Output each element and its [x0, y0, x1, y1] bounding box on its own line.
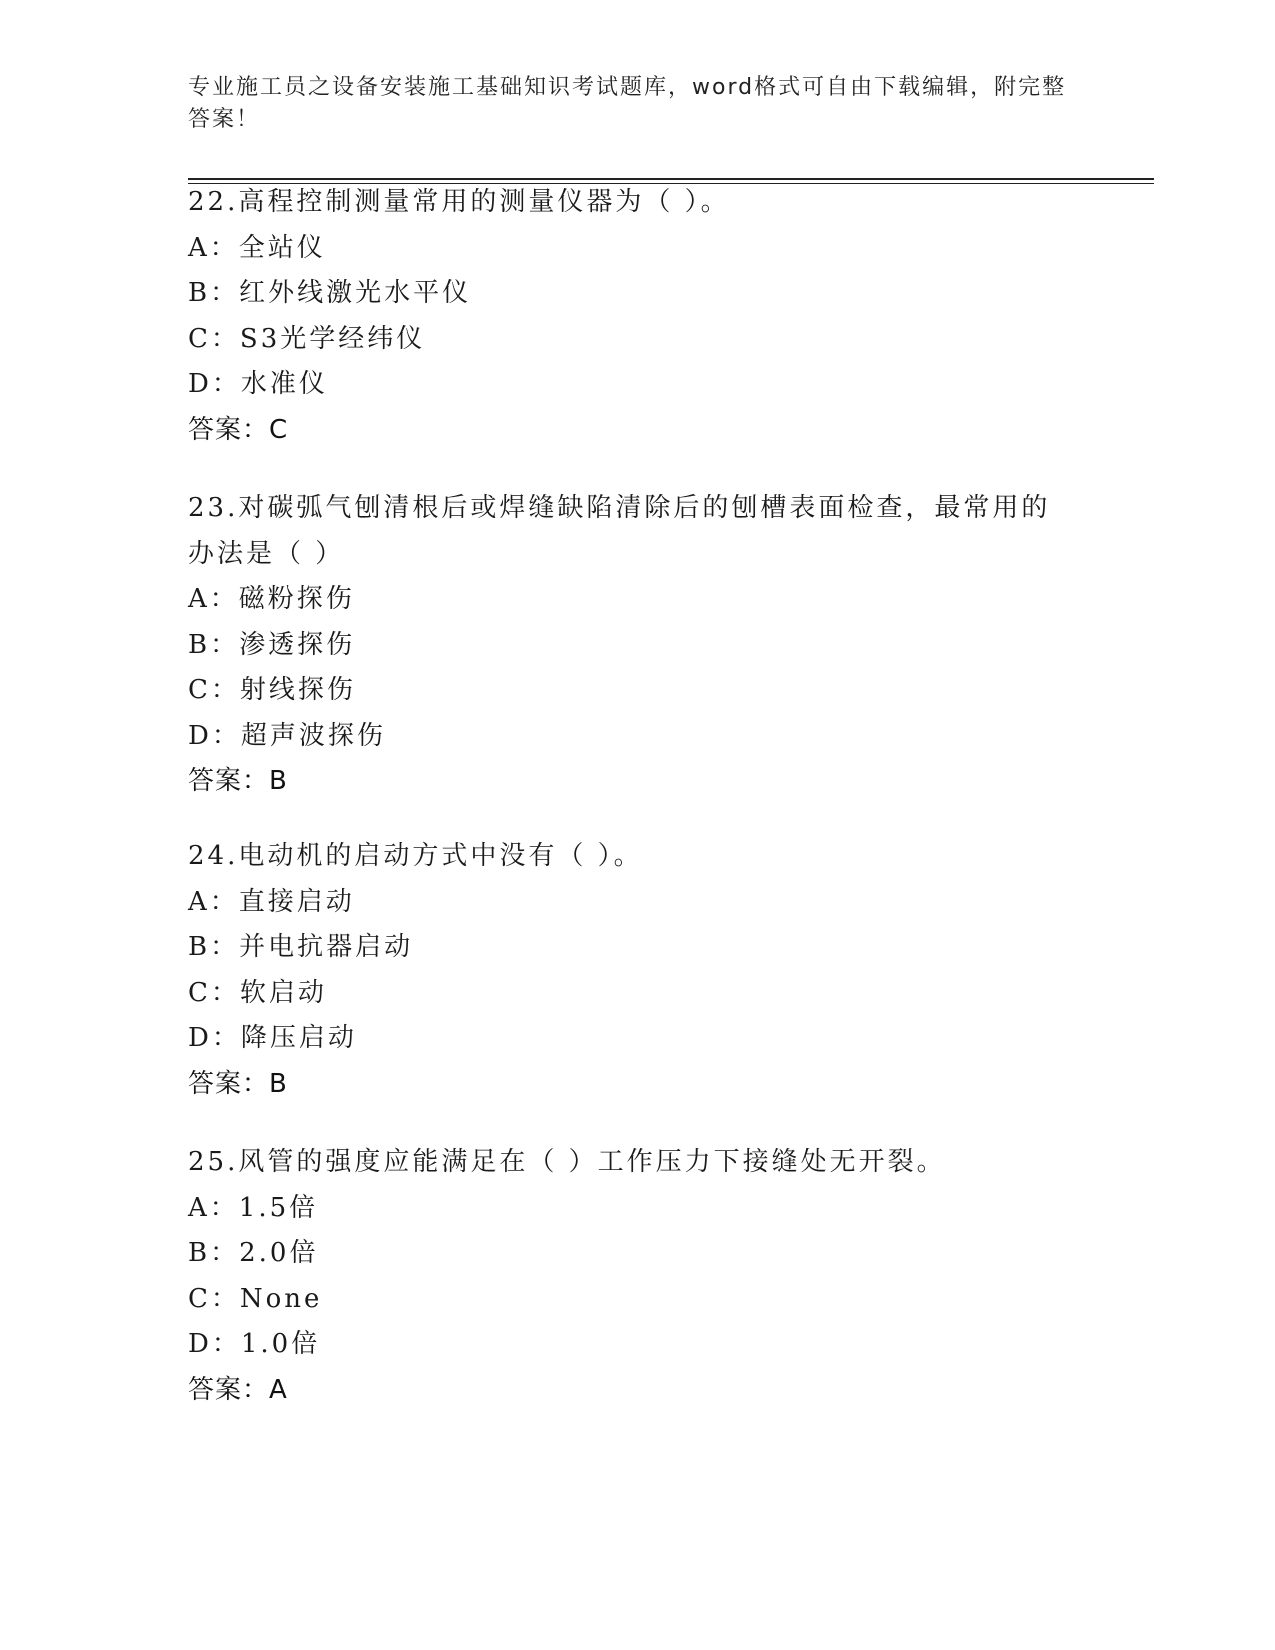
question-25 [188, 1140, 1088, 1413]
question-23 [188, 486, 1088, 805]
option-d: D：超声波探伤 [188, 720, 386, 751]
question-stem: 25.风管的强度应能满足在（ ）工作压力下接缝处无开裂。 [188, 1147, 946, 1177]
option-c: C：软启动 [188, 977, 327, 1008]
option-b: B：并电抗器启动 [188, 932, 414, 962]
option-b: B：红外线激光水平仪 [188, 278, 472, 308]
document-header: 专业施工员之设备安装施工基础知识考试题库，word格式可自由下载编辑，附完整答案！ [188, 75, 1067, 132]
option-c: C：None [188, 1283, 323, 1314]
question-22 [188, 180, 1088, 453]
option-a: A：1.5倍 [188, 1192, 319, 1223]
answer-line: 答案：B [188, 1068, 288, 1099]
question-stem: 22.高程控制测量常用的测量仪器为（ ）。 [188, 187, 730, 217]
option-a: A：直接启动 [188, 886, 355, 917]
option-c: C：S3光学经纬仪 [188, 323, 426, 354]
answer-line: 答案：A [188, 1374, 288, 1405]
option-b: B：渗透探伤 [188, 629, 356, 660]
option-d: D：1.0倍 [188, 1329, 321, 1359]
option-a: A：磁粉探伤 [188, 584, 355, 614]
option-d: D：水准仪 [188, 369, 328, 399]
option-b: B：2.0倍 [188, 1238, 319, 1268]
question-stem: 23.对碳弧气刨清根后或焊缝缺陷清除后的刨槽表面检查，最常用的办法是（ ） [188, 493, 1051, 569]
option-d: D：降压启动 [188, 1023, 357, 1053]
answer-line: 答案：B [188, 766, 288, 796]
option-a: A：全站仪 [188, 232, 326, 263]
question-24 [188, 834, 1088, 1107]
option-c: C：射线探伤 [188, 675, 356, 705]
question-stem: 24.电动机的启动方式中没有（ ）。 [188, 841, 643, 871]
answer-line: 答案：C [188, 414, 289, 445]
